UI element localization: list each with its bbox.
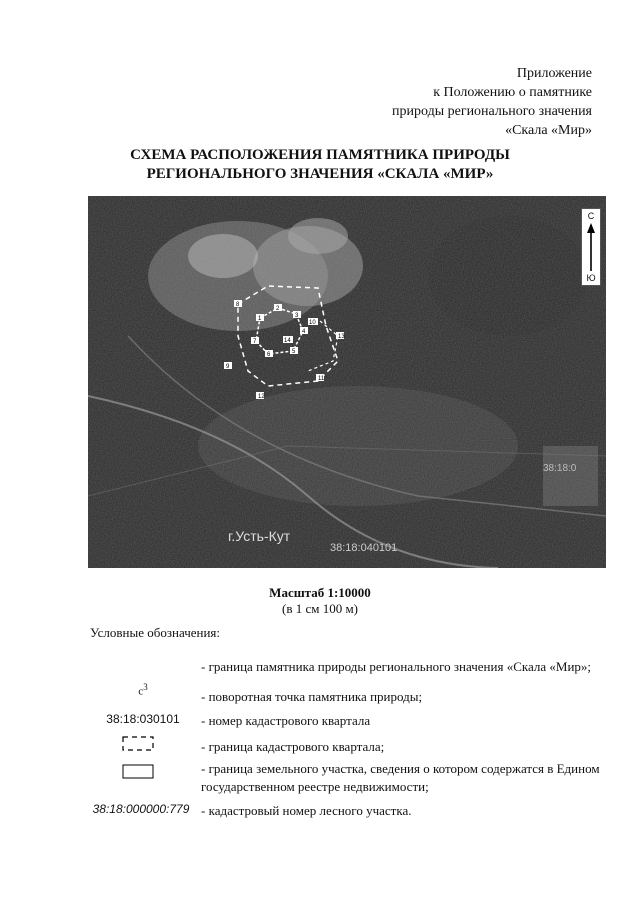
appendix-line-3: природы регионального значения	[392, 104, 592, 119]
town-label: г.Усть-Кут	[228, 528, 291, 544]
legend-title: Условные обозначения:	[90, 625, 221, 640]
legend-text: - граница земельного участка, сведения о котором содержатся в Едином государственном реестре недвижимости;	[201, 761, 600, 794]
legend-text: - кадастровый номер лесного участка.	[201, 803, 412, 818]
point-label: 7	[253, 339, 257, 345]
point-label: 4	[302, 329, 306, 335]
forest-plot-number-symbol: 38:18:000000:779	[92, 802, 190, 816]
point-label: 9	[226, 364, 230, 370]
cadastral-label: 38:18:040101	[330, 542, 398, 554]
point-label: 8	[236, 302, 240, 308]
turning-point-symbol: $с^3$	[138, 682, 148, 698]
point-label: 6	[267, 352, 271, 358]
point-label: 10	[309, 320, 316, 326]
legend-text: - граница памятника природы регионального значения «Скала «Мир»;	[201, 659, 592, 674]
point-label: 5	[292, 349, 296, 355]
title-line-2: РЕГИОНАЛЬНОГО ЗНАЧЕНИЯ «СКАЛА «МИР»	[146, 166, 494, 182]
point-label: 12	[258, 394, 265, 400]
north-arrow	[581, 208, 601, 286]
point-label: 3	[295, 313, 299, 319]
appendix-line-4: «Скала «Мир»	[505, 123, 592, 138]
legend-text: - граница кадастрового квартала;	[201, 739, 385, 754]
dashed-boundary-symbol	[120, 734, 160, 754]
quarter-number-symbol: 38:18:030101	[106, 712, 180, 726]
scale-block	[0, 585, 640, 617]
appendix-header	[392, 64, 592, 140]
compass-north-label: С	[587, 211, 595, 221]
land-plot-symbol	[120, 762, 160, 782]
side-cadastral-label: 38:18:0	[543, 463, 577, 474]
point-label: 14	[284, 338, 291, 344]
map-image	[88, 196, 606, 568]
point-label: 11	[318, 376, 325, 382]
scale-label: Масштаб 1:10000	[269, 585, 371, 600]
legend-text: - поворотная точка памятника природы;	[201, 689, 423, 704]
location-map	[88, 196, 606, 568]
point-label: 1	[258, 316, 262, 322]
scale-sub: (в 1 см 100 м)	[281, 601, 359, 616]
point-label: 13	[338, 334, 345, 340]
legend-text: - номер кадастрового квартала	[201, 713, 371, 728]
title-line-1: СХЕМА РАСПОЛОЖЕНИЯ ПАМЯТНИКА ПРИРОДЫ	[130, 147, 510, 163]
compass-south-label: Ю	[586, 273, 596, 283]
document-title	[0, 146, 640, 184]
appendix-line-1: Приложение	[516, 66, 592, 81]
appendix-line-2: к Положению о памятнике	[433, 85, 592, 100]
point-label: 2	[276, 306, 280, 312]
